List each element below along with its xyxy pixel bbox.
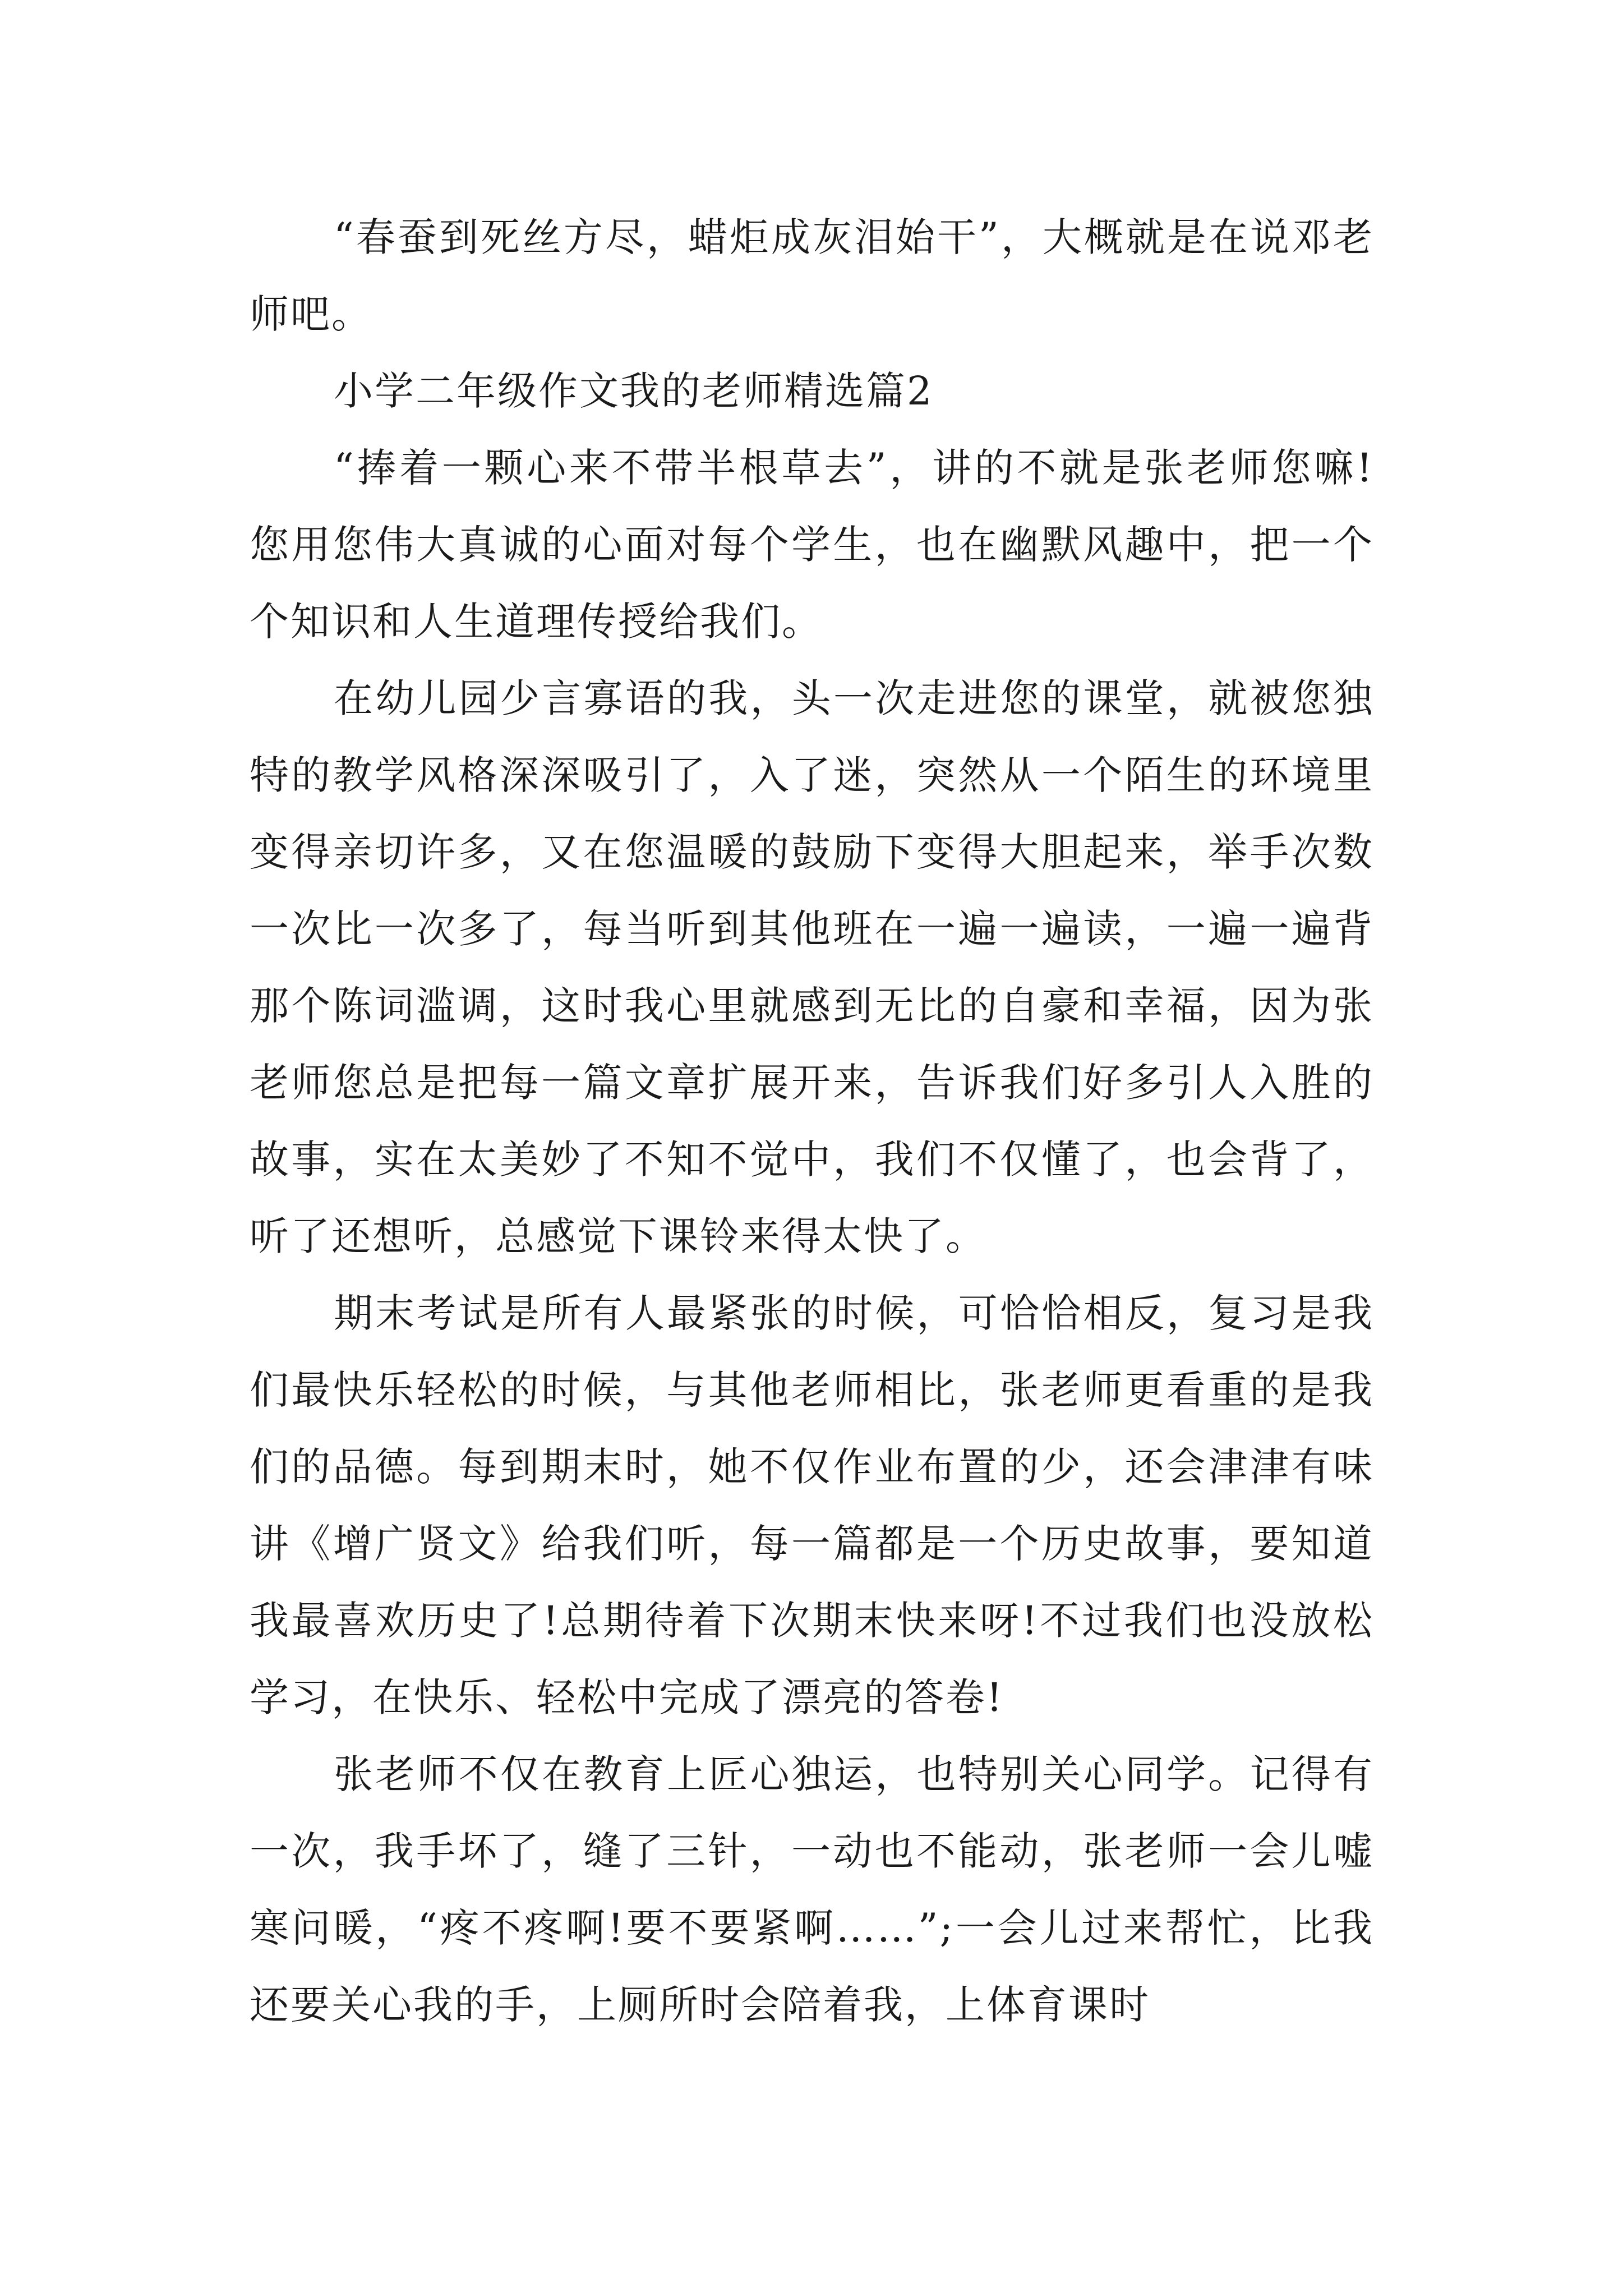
- paragraph-opening: “捧着一颗心来不带半根草去”，讲的不就是张老师您嘛!您用您伟大真诚的心面对每个学生，也在幽默风趣中，把一个个知识和人生道理传授给我们。: [250, 445, 1374, 645]
- paragraph-final-exam: 期末考试是所有人最紧张的时候，可恰恰相反，复习是我们最快乐轻松的时候，与其他老师相比，张老师更看重的是我们的品德。每到期末时，她不仅作业布置的少，还会津津有味讲《增广贤文》给我们听，每一篇都是一个历史故事，要知道我最喜欢历史了!总期待着下次期末快来呀!不过我们也没放松学习，在快乐、轻松中完成了漂亮的答卷!: [250, 1290, 1374, 1720]
- section-heading: 小学二年级作文我的老师精选篇2: [334, 368, 934, 414]
- paragraph-quote-intro: “春蚕到死丝方尽，蜡炬成灰泪始干”，大概就是在说邓老师吧。: [250, 214, 1374, 337]
- paragraph-kindergarten: 在幼儿园少言寡语的我，头一次走进您的课堂，就被您独特的教学风格深深吸引了，入了迷，突然从一个陌生的环境里变得亲切许多，又在您温暖的鼓励下变得大胆起来，举手次数一次比一次多了，每当听到其他班在一遍一遍读，一遍一遍背那个陈词滥调，这时我心里就感到无比的自豪和幸福，因为张老师您总是把每一篇文章扩展开来，告诉我们好多引人入胜的故事，实在太美妙了不知不觉中，我们不仅懂了，也会背了，听了还想听，总感觉下课铃来得太快了。: [250, 675, 1374, 1259]
- document-body: [250, 199, 1374, 2044]
- paragraph-care: 张老师不仅在教育上匠心独运，也特别关心同学。记得有一次，我手坏了，缝了三针，一动也不能动，张老师一会儿嘘寒问暖，“疼不疼啊!要不要紧啊……”;一会儿过来帮忙，比我还要关心我的手，上厕所时会陪着我，上体育课时: [250, 1751, 1374, 2028]
